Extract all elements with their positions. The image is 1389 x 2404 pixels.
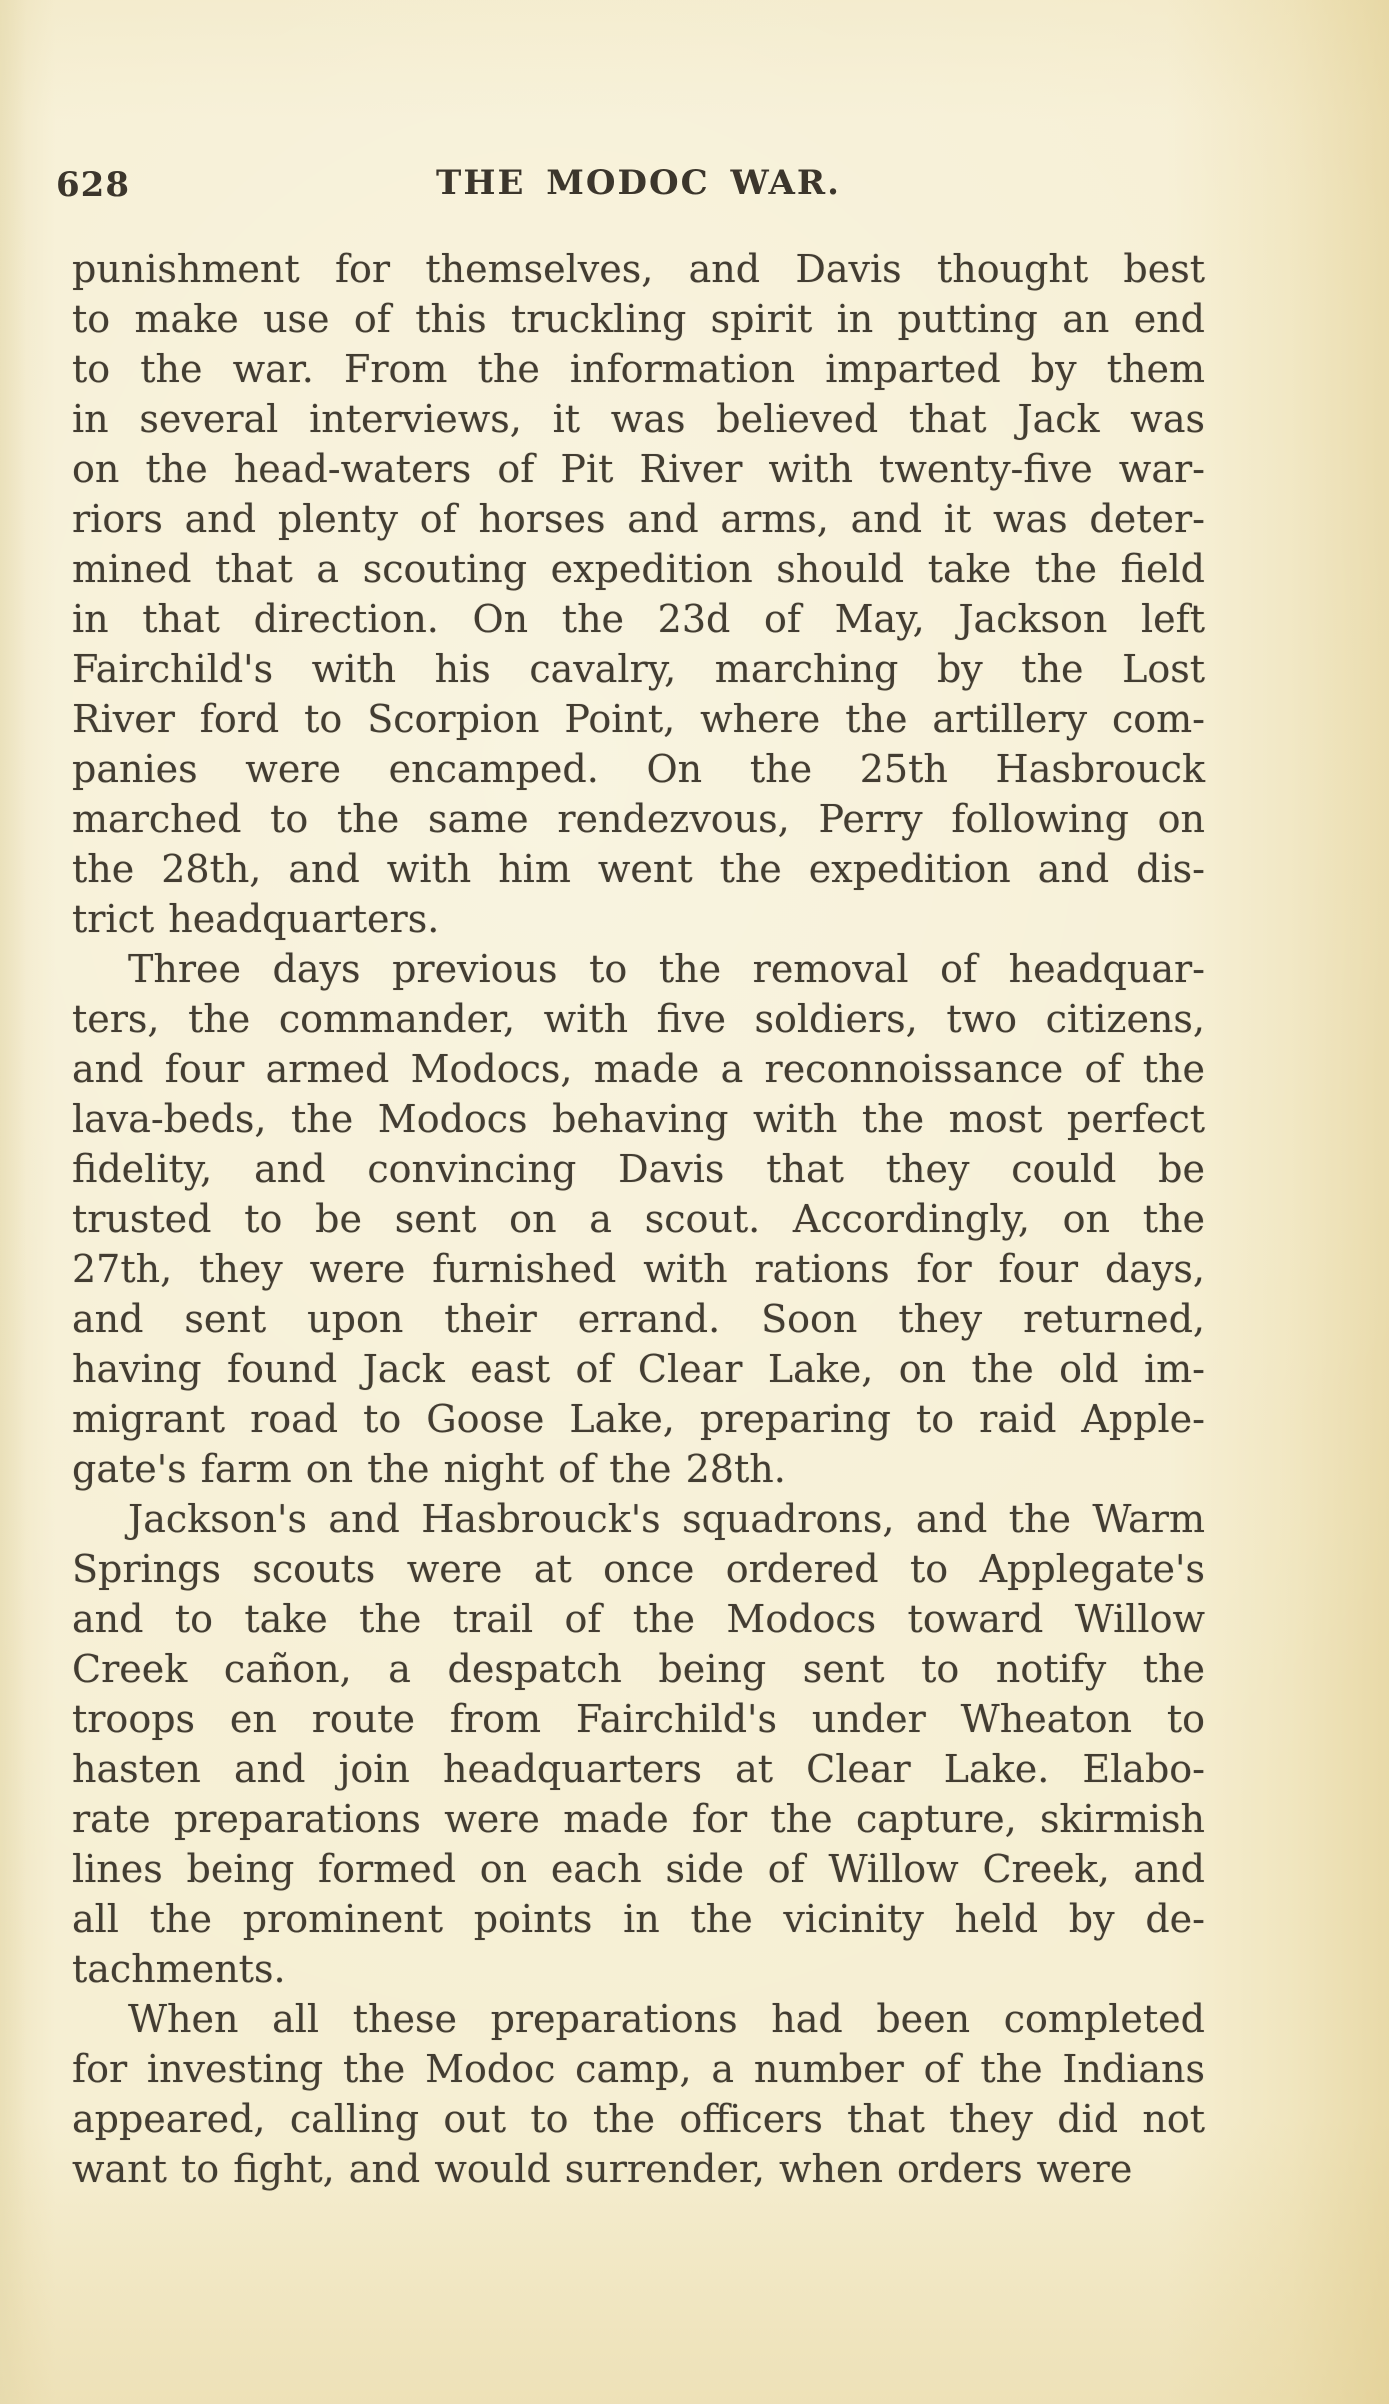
- text-line: 27th, they were furnished with rations for four days,: [72, 1247, 1205, 1291]
- text-line: Creek cañon, a despatch being sent to notify the: [72, 1647, 1205, 1691]
- text-line: troops en route from Fairchild's under Wheaton to: [72, 1697, 1205, 1741]
- text-line: in that direction. On the 23d of May, Jackson left: [72, 597, 1205, 641]
- text-line: to the war. From the information imparted by them: [72, 347, 1205, 391]
- text-line: trict headquarters.: [72, 897, 440, 941]
- text-line: fidelity, and convincing Davis that they could be: [72, 1147, 1205, 1191]
- text-line: When all these preparations had been completed: [128, 1997, 1205, 2041]
- text-line: tachments.: [72, 1947, 286, 1991]
- text-line: panies were encamped. On the 25th Hasbrouck: [72, 747, 1205, 791]
- text-line: marched to the same rendezvous, Perry following on: [72, 797, 1205, 841]
- text-line: Three days previous to the removal of headquar-: [128, 947, 1205, 991]
- text-line: rate preparations were made for the capture, skirmish: [72, 1797, 1205, 1841]
- text-line: in several interviews, it was believed that Jack was: [72, 397, 1205, 441]
- text-line: Springs scouts were at once ordered to Applegate's: [72, 1547, 1205, 1591]
- text-line: Fairchild's with his cavalry, marching by the Lost: [72, 647, 1205, 691]
- text-line: all the prominent points in the vicinity held by de-: [72, 1897, 1205, 1941]
- text-line: Jackson's and Hasbrouck's squadrons, and the Warm: [128, 1497, 1205, 1541]
- text-line: lava-beds, the Modocs behaving with the most perfect: [72, 1097, 1205, 1141]
- text-line: to make use of this truckling spirit in putting an end: [72, 297, 1205, 341]
- text-line: having found Jack east of Clear Lake, on the old im-: [72, 1347, 1205, 1391]
- text-line: ters, the commander, with five soldiers, two citizens,: [72, 997, 1205, 1041]
- running-title: THE MODOC WAR.: [436, 163, 841, 203]
- paragraph: [72, 244, 1205, 944]
- text-line: appeared, calling out to the officers that they did not: [72, 2097, 1205, 2141]
- text-line: the 28th, and with him went the expedition and dis-: [72, 847, 1205, 891]
- text-line: gate's farm on the night of the 28th.: [72, 1447, 786, 1491]
- text-line: riors and plenty of horses and arms, and it was deter-: [72, 497, 1205, 541]
- text-line: punishment for themselves, and Davis thought best: [72, 247, 1205, 291]
- text-line: trusted to be sent on a scout. Accordingly, on the: [72, 1197, 1205, 1241]
- text-line: on the head-waters of Pit River with twenty-five war-: [72, 447, 1205, 491]
- paragraph: [72, 1994, 1205, 2194]
- text-line: and four armed Modocs, made a reconnoissance of the: [72, 1047, 1205, 1091]
- running-head: [0, 163, 1389, 209]
- text-line: hasten and join headquarters at Clear Lake. Elabo-: [72, 1747, 1205, 1791]
- text-line: and to take the trail of the Modocs toward Willow: [72, 1597, 1205, 1641]
- text-line: for investing the Modoc camp, a number of the Indians: [72, 2047, 1205, 2091]
- paragraph: [72, 944, 1205, 1494]
- text-line: migrant road to Goose Lake, preparing to raid Apple-: [72, 1397, 1205, 1441]
- text-block: [72, 244, 1205, 2194]
- text-line: and sent upon their errand. Soon they returned,: [72, 1297, 1205, 1341]
- text-line: want to fight, and would surrender, when orders were: [72, 2147, 1133, 2191]
- text-line: lines being formed on each side of Willow Creek, and: [72, 1847, 1205, 1891]
- paragraph: [72, 1494, 1205, 1994]
- text-line: mined that a scouting expedition should take the field: [72, 547, 1205, 591]
- page-number: 628: [56, 165, 130, 205]
- text-line: River ford to Scorpion Point, where the artillery com-: [72, 697, 1205, 741]
